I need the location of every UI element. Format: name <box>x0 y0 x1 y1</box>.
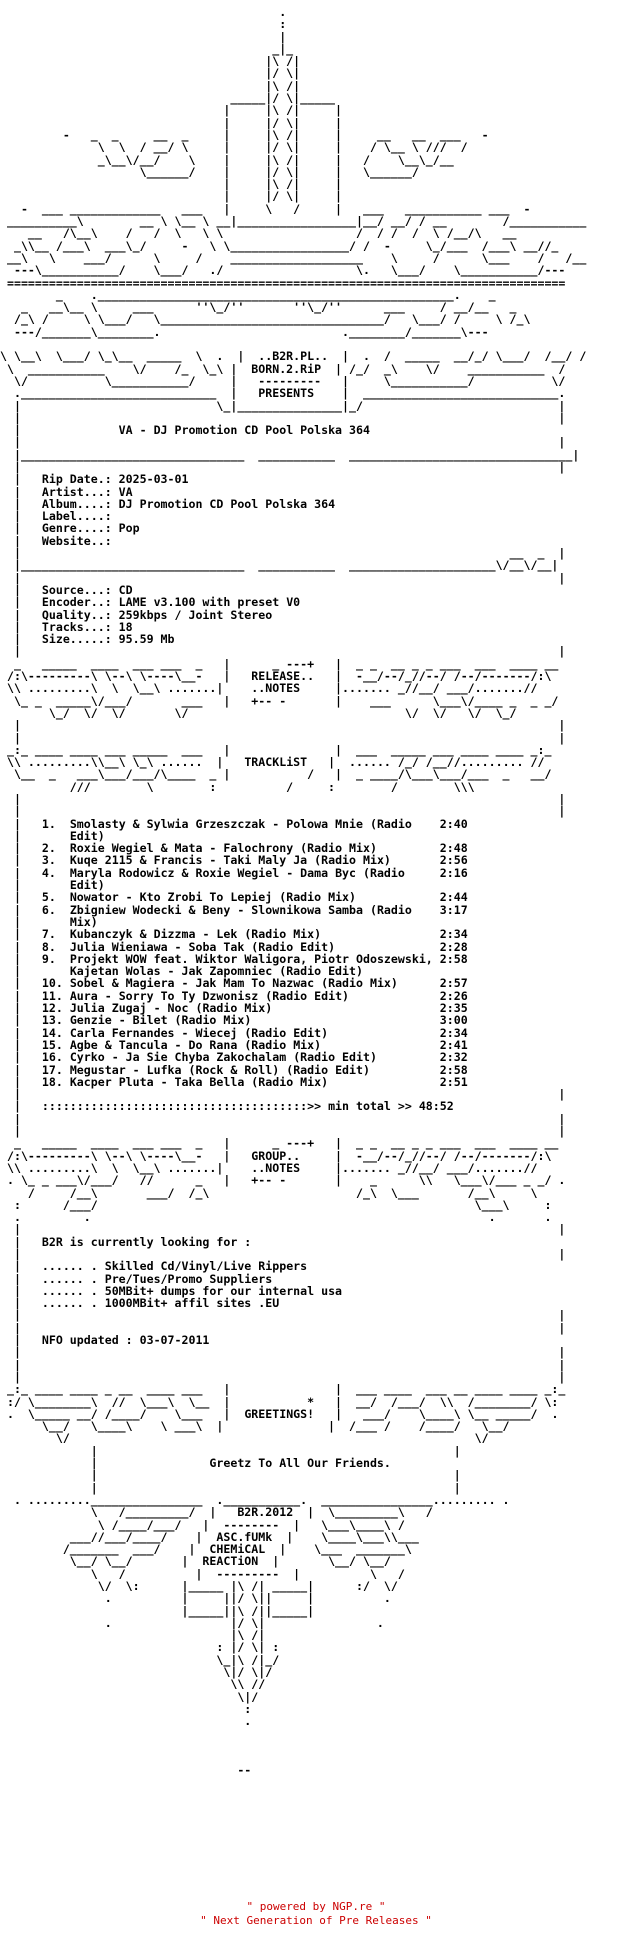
looking-for-item: ...... . Pre/Tues/Promo Suppliers <box>41 1271 273 1286</box>
track-title: Projekt WOW feat. Wiktor Waligora, Piotr Odoszewski, <box>69 951 433 966</box>
track-duration: 3:17 <box>439 902 468 917</box>
track-duration: 2:28 <box>439 939 468 954</box>
track-title: Zbigniew Wodecki & Beny - Slownikowa Samba (Radio <box>69 902 412 917</box>
info-label: Label....: <box>41 509 119 524</box>
track-title: Maryla Rodowicz & Roxie Wegiel - Dama Byc (Radio <box>69 865 405 880</box>
track-title: Megustar - Lufka (Rock & Roll) (Radio Edit) <box>69 1062 370 1077</box>
track-number: 9. <box>41 951 56 966</box>
info-label: Artist...: <box>41 484 119 499</box>
track-duration: 2:58 <box>439 951 468 966</box>
release-notes-title-2: ..NOTES <box>251 681 301 696</box>
track-title: Kubanczyk & Dizzma - Lek (Radio Mix) <box>69 927 322 942</box>
crew-name-line2: BORN.2.RiP <box>251 361 322 376</box>
track-number: 11. <box>41 988 63 1003</box>
track-title: Aura - Sorry To Ty Dzwonisz (Radio Edit) <box>69 988 350 1003</box>
track-number: 8. <box>41 939 56 954</box>
track-number: 1. <box>41 816 56 831</box>
total-time: 48:52 <box>418 1099 454 1114</box>
tech-label: Size.....: <box>41 632 119 647</box>
looking-for-item: ...... . Skilled Cd/Vinyl/Live Rippers <box>41 1259 308 1274</box>
total-label: min total >> <box>328 1099 419 1114</box>
track-title: Kuqe 2115 & Francis - Taki Maly Ja (Radio Mix) <box>69 853 391 868</box>
track-number: 14. <box>41 1025 63 1040</box>
track-title: Edit) <box>69 828 105 843</box>
crew-name-line1: ..B2R.PL.. <box>258 349 329 364</box>
nfo-updated: NFO updated : 03-07-2011 <box>41 1333 210 1348</box>
track-title: Roxie Wegiel & Mata - Falochrony (Radio Mix) <box>69 841 377 856</box>
looking-for-item: ...... . 1000MBit+ affil sites .EU <box>41 1296 280 1311</box>
track-title: Sobel & Magiera - Jak Mam To Nazwac (Radio Mix) <box>69 976 398 991</box>
tech-value: 95.59 Mb <box>118 632 175 647</box>
tech-value: LAME v3.100 with preset V0 <box>118 595 301 610</box>
group-notes-title-1: GROUP.. <box>251 1148 301 1163</box>
track-title: Agbe & Tancula - Do Rana (Radio Mix) <box>69 1037 322 1052</box>
release-title: VA - DJ Promotion CD Pool Polska 364 <box>118 423 370 438</box>
tech-value: CD <box>118 582 133 597</box>
track-number: 16. <box>41 1050 63 1065</box>
track-duration: 2:40 <box>439 816 468 831</box>
track-duration: 2:51 <box>439 1074 468 1089</box>
track-duration: 2:41 <box>439 1037 468 1052</box>
footer-tagline[interactable]: " Next Generation of Pre Releases " <box>200 1914 432 1927</box>
track-number: 12. <box>41 1001 63 1016</box>
track-title: Julia Wieniawa - Soba Tak (Radio Edit) <box>69 939 336 954</box>
track-number: 18. <box>41 1074 63 1089</box>
tracklist-title: TRACKLiST <box>244 755 308 770</box>
group-notes-title-2: ..NOTES <box>251 1160 301 1175</box>
track-number: 2. <box>41 841 56 856</box>
tech-label: Encoder..: <box>41 595 119 610</box>
track-duration: 2:56 <box>439 853 468 868</box>
track-title: Julia Zugaj - Noc (Radio Mix) <box>69 1001 273 1016</box>
tech-value: 259kbps / Joint Stereo <box>118 607 273 622</box>
track-duration: 2:32 <box>439 1050 468 1065</box>
track-number: 4. <box>41 865 56 880</box>
looking-for-text: B2R is currently looking for : <box>41 1234 252 1249</box>
info-value: DJ Promotion CD Pool Polska 364 <box>118 496 336 511</box>
track-duration: 2:44 <box>439 890 468 905</box>
track-duration: 2:34 <box>439 1025 468 1040</box>
track-title: Smolasty & Sylwia Grzeszczak - Polowa Mnie (Radio <box>69 816 412 831</box>
greetings-title: GREETINGS! <box>244 1406 315 1421</box>
tech-value: 18 <box>118 619 133 634</box>
track-number: 6. <box>41 902 56 917</box>
credits-year: B2R.2012 <box>237 1505 294 1520</box>
track-number: 15. <box>41 1037 63 1052</box>
footer-powered-by[interactable]: " powered by NGP.re " <box>246 1900 386 1913</box>
tech-label: Source...: <box>41 582 119 597</box>
track-number: 5. <box>41 890 56 905</box>
track-number: 10. <box>41 976 63 991</box>
track-duration: 2:26 <box>439 988 468 1003</box>
info-label: Website..: <box>41 533 119 548</box>
info-label: Album....: <box>41 496 119 511</box>
track-number: 7. <box>41 927 56 942</box>
credits-line2: CHEMiCAL <box>209 1542 266 1557</box>
track-duration: 2:34 <box>439 927 468 942</box>
info-value: VA <box>118 484 133 499</box>
looking-for-item: ...... . 50MBit+ dumps for our internal usa <box>41 1283 343 1298</box>
track-duration: 2:57 <box>439 976 468 991</box>
info-value: Pop <box>118 521 140 536</box>
track-duration: 2:16 <box>439 865 468 880</box>
info-value: 2025-03-01 <box>118 472 189 487</box>
tech-label: Tracks...: <box>41 619 119 634</box>
greetz-text: Greetz To All Our Friends. <box>209 1456 391 1471</box>
track-title: Cyrko - Ja Sie Chyba Zakochalam (Radio Edit) <box>69 1050 377 1065</box>
track-duration: 2:58 <box>439 1062 468 1077</box>
release-notes-title-1: RELEASE.. <box>251 669 315 684</box>
tech-label: Quality..: <box>41 607 119 622</box>
track-duration: 2:48 <box>439 841 468 856</box>
track-title: Kajetan Wolas - Jak Zapomniec (Radio Edit) <box>69 964 363 979</box>
track-title: Nowator - Kto Zrobi To Lepiej (Radio Mix) <box>69 890 357 905</box>
presents-label: PRESENTS <box>258 386 315 401</box>
track-title: Genzie - Bilet (Radio Mix) <box>69 1013 252 1028</box>
track-title: Mix) <box>69 914 98 929</box>
track-title: Carla Fernandes - Wiecej (Radio Edit) <box>69 1025 329 1040</box>
track-number: 13. <box>41 1013 63 1028</box>
track-title: Kacper Pluta - Taka Bella (Radio Mix) <box>69 1074 329 1089</box>
track-number: 3. <box>41 853 56 868</box>
credits-line1: ASC.fUMk <box>216 1529 273 1544</box>
track-duration: 3:00 <box>439 1013 468 1028</box>
info-label: Rip Date.: <box>41 472 119 487</box>
nfo-document: . : | _|_ |\ /| |/ \| |\ /| _____|/ \|_____ | |\ /| | | |/ \| | - _ _ __ _ | |\ /| | __ __ ___ - \ \ / __/ \ | |/ \| | / \__ \ /// / _\__\/__/ \ | |\ /| | / \__\_/__ \______/ | |/ \| | \______/ | |\ /| | | |/ \| | - ___ _____________ ___ | \ / | ___ ___________ ___ - __________\ __ \ \__ \ __|_________________|__/ __/ / __ /___________ __ /\__\ / / \ \ \ / / / / \ /__/\ __ _\\__ /___\ ___\_/ - \ \_________________/ / - \_/___ /___\ __//_ __\ \ ___/ \ / ___________________ \ / \___ / /__ ---\___________/ \___/ ./ \. \___/ \___________/--- ================================================================================ _ .___________________________________________________. _ _ __\__ \ ___ ''\_/'' ''\_/'' ___ / __/__ _ /_\ / \ \___/ \________________________________/ \___/ / \ /_\ ---/_______\________. .________/_______\--- \ \__\ \___/ \_\__ _____ \ . | ..B2R.PL.. | . / _____ __/_/ \___/ /__/ / \ ___________ \/ /_ \_\ | BORN.2.RiP | /_/ _\ \/ ___________ / \/ \___________/ | --------- | \___________/ \/ .____________________________ | PRESENTS | ____________________________. | \_|_______________|_/ | | | | VA - DJ Promotion CD Pool Polska 364 | | |________________________________ ___________ ________________________________| | | | Rip Date.: 2025-03-01 | Artist...: VA | Album....: DJ Promotion CD Pool Polska 364 | Label....: | Genre....: Pop | Website..: | __ _ | |________________________________ ___________ _____________________\/__\/__| | | | Source...: CD | Encoder..: LAME v3.100 with preset V0 | Quality..: 259kbps / Joint Stereo | Tracks...: 18 | Size.....: 95.59 Mb | | _ _____ ____ ___ ___ _ | _ ---+ | _ _ __ _ _ ___ ___ ____ __ /:\---------\ \--\ \----\__- | RELEASE.. | -__/--/_//--/ /--/-------/:\ \\ .........\ \ \__\ .......| ..NOTES |....... _//__/ ___/.......// \_ _ _____\/___/ ___ | +-- - | ___ \___\/____ _ _ _/ \_/ \/ \/ \/ \/ \/ \/ \_/ | | | | _:_ ____ ____ ___ _____ ___ | | ___ _____ ___ ____ ____ _:_ \\ .........\\__\ \_\ ...... | TRACKLiST | ...... /_/ /__//......... // \__ _ ___\___/___/\____ _ | / | _ ____/\___\___/___ _ __/ /// \ : / : / \\\ | | | | | 1. Smolasty & Sylwia Grzeszczak - Polowa Mnie (Radio 2:40 | Edit) | 2. Roxie Wegiel & Mata - Falochrony (Radio Mix) 2:48 | 3. Kuqe 2115 & Francis - Taki Maly Ja (Radio Mix) 2:56 | 4. Maryla Rodowicz & Roxie Wegiel - Dama Byc (Radio 2:16 | Edit) | 5. Nowator - Kto Zrobi To Lepiej (Radio Mix) 2:44 | 6. Zbigniew Wodecki & Beny - Slownikowa Samba (Radio 3:17 | Mix) | 7. Kubanczyk & Dizzma - Lek (Radio Mix) 2:34 | 8. Julia Wieniawa - Soba Tak (Radio Edit) 2:28 | 9. Projekt WOW feat. Wiktor Waligora, Piotr Odoszewski, 2:58 | Kajetan Wolas - Jak Zapomniec (Radio Edit) | 10. Sobel & Magiera - Jak Mam To Nazwac (Radio Mix) 2:57 | 11. Aura - Sorry To Ty Dzwonisz (Radio Edit) 2:26 | 12. Julia Zugaj - Noc (Radio Mix) 2:35 | 13. Genzie - Bilet (Radio Mix) 3:00 | 14. Carla Fernandes - Wiecej (Radio Edit) 2:34 | 15. Agbe & Tancula - Do Rana (Radio Mix) 2:41 | 16. Cyrko - Ja Sie Chyba Zakochalam (Radio Edit) 2:32 | 17. Megustar - Lufka (Rock & Roll) (Radio Edit) 2:58 | 18. Kacper Pluta - Taka Bella (Radio Mix) 2:51 | | | ::::::::::::::::::::::::::::::::::::::>> min total >> 48:52 | | | | _ _____ ____ ___ ___ _ | _ ---+ | _ _ __ _ _ ___ ___ ____ __ /:\---------\ \--\ \----\__- | GROUP.. | -__/--/_//--/ /--/-------/:\ \\ .........\ \ \__\ .......| ..NOTES |....... _//__/ ___/.......// . \_ _ ___\/___/ // _ | +-- - | _ \\ \___\/___ _ _/ . / /__\ ___/ /_\ /_\ \___ /__\ \ : /___/ \___\ : . . . . | | | B2R is currently looking for : | | | ...... . Skilled Cd/Vinyl/Live Rippers | ...... . Pre/Tues/Promo Suppliers | ...... . 50MBit+ dumps for our internal usa | ...... . 1000MBit+ affil sites .EU | | | | | NFO updated : 03-07-2011 | | | | | | _:_ ____ ____ _ __ ____ ___ | | ___ ____ ___ __ ____ ____ _:_ :/ \________\ // \___\ \__ | * | __/ /___/ \\ /________/ \: . \_____ __/ /____/ \___ | GREETINGS! | ___/ \____\ \__ _____/ . \__/ \____\ \ ___\ | | /___ / /____/ \__/ \/ \/ | | | Greetz To All Our Friends. | | | | . .........________________ .___________. ________________......... . \ /_________/ | B2R.2012 | \_________\ / \ /____/___/ | -------- | \___\____\ / ___//___/____/ | ASC.fUMk | \____\___\\___ /_______ ___/ | CHEMiCAL | \___ _______\ \__/ \__/ | REACTiON | \__/ \__/ \ / | --------- | \ / \/ \: |_____ |\ /| _____| :/ \/ . | ||/ \|| | . |_____||\ /||_____| . |/ \| . |\ /| : |/ \| : \_|\ /|_/ \|/ \|/ \\ // \|/ : . -- <box>0 6 587 1778</box>
info-label: Genre....: <box>41 521 119 536</box>
track-title: Edit) <box>69 878 105 893</box>
track-duration: 2:35 <box>439 1001 468 1016</box>
track-number: 17. <box>41 1062 63 1077</box>
credits-line3: REACTiON <box>202 1554 259 1569</box>
